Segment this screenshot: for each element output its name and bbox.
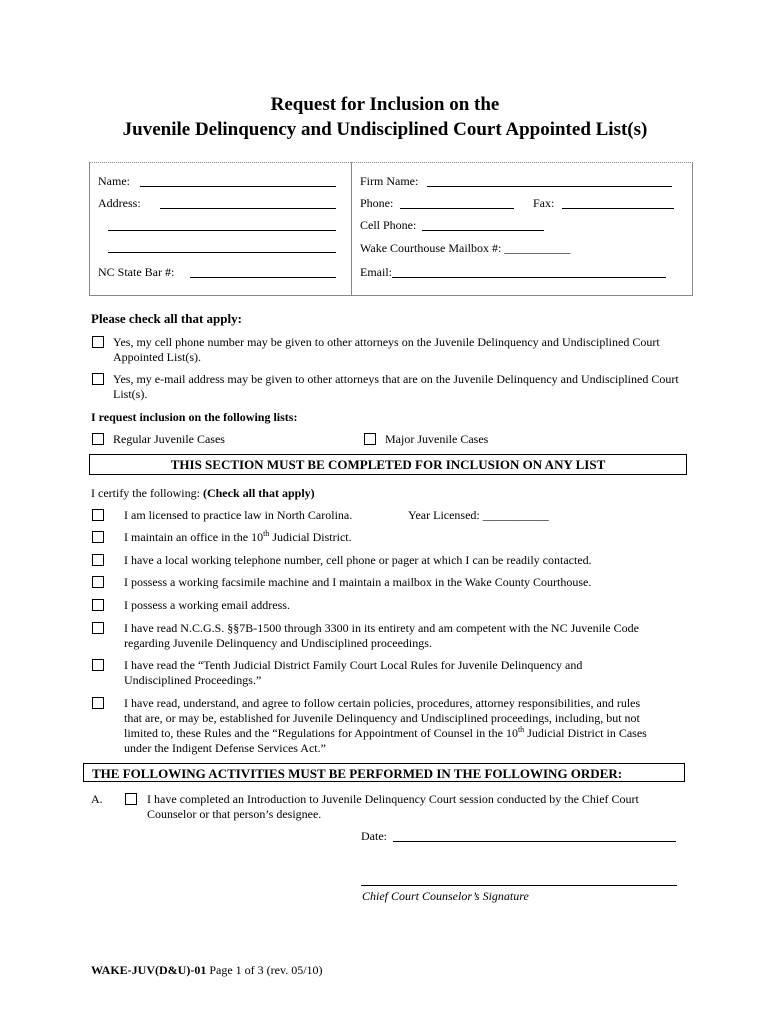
cert8-line3 — [124, 726, 647, 741]
signature-label: Chief Court Counselor’s Signature — [362, 889, 529, 903]
nc-state-bar-field[interactable] — [190, 277, 336, 278]
regular-cases-checkbox[interactable] — [92, 433, 104, 445]
email-consent-line2: List(s). — [113, 387, 148, 401]
section1-header: THIS SECTION MUST BE COMPLETED FOR INCLUSION ON ANY LIST — [89, 454, 687, 475]
form-title-line1: Request for Inclusion on the — [270, 94, 500, 115]
certify-bold: (Check all that apply) — [202, 486, 315, 500]
form-title-line2: Juvenile Delinquency and Undisciplined Court Appointed List(s) — [122, 119, 648, 140]
cert8-line3-a: limited to, these Rules and the “Regulations for Appointment of Counsel in the 10 — [124, 726, 518, 740]
cert7-checkbox[interactable] — [92, 659, 104, 671]
phone-field[interactable] — [400, 208, 514, 209]
email-consent-line1: Yes, my e-mail address may be given to other attorneys that are on the Juvenile Delinquency and Undisciplined Court — [113, 372, 679, 386]
footer-form-id: WAKE-JUV(D&U)-01 — [91, 963, 207, 977]
date-field[interactable] — [393, 841, 676, 842]
fax-field[interactable] — [562, 208, 674, 209]
signature-line[interactable] — [361, 885, 677, 886]
contact-info-divider — [351, 162, 352, 295]
cert5-text: I possess a working email address. — [124, 598, 290, 612]
name-label: Name: — [98, 174, 130, 188]
date-label: Date: — [361, 829, 387, 843]
cert6-line1: I have read N.C.G.S. §§7B-1500 through 3300 in its entirety and am competent with the NC Juvenile Code — [124, 621, 639, 635]
address-field-2[interactable] — [108, 230, 336, 231]
activity-a-checkbox[interactable] — [125, 793, 137, 805]
certify-text — [91, 486, 315, 501]
cert3-checkbox[interactable] — [92, 554, 104, 566]
activity-a-line1: I have completed an Introduction to Juvenile Delinquency Court session conducted by the Chief Court — [147, 792, 639, 806]
cert8-line3-b: Judicial District in Cases — [524, 726, 647, 740]
activity-a-letter: A. — [91, 792, 103, 806]
phone-label: Phone: — [360, 196, 394, 210]
cert2-text-a: I maintain an office in the 10 — [124, 530, 264, 544]
section2-header: THE FOLLOWING ACTIVITIES MUST BE PERFORMED IN THE FOLLOWING ORDER: — [83, 763, 685, 782]
cert4-text: I possess a working facsimile machine and I maintain a mailbox in the Wake County Courthouse. — [124, 575, 592, 589]
cert2-text-b: Judicial District. — [269, 530, 352, 544]
cert7-line1: I have read the “Tenth Judicial District Family Court Local Rules for Juvenile Delinquency and — [124, 658, 583, 672]
cert7-line2: Undisciplined Proceedings.” — [124, 673, 262, 687]
cert8-sup: th — [517, 725, 525, 734]
cert2-checkbox[interactable] — [92, 531, 104, 543]
email-label: Email: — [360, 265, 392, 279]
cell-phone-label: Cell Phone: — [360, 218, 417, 232]
check-heading: Please check all that apply: — [91, 311, 242, 326]
address-field-3[interactable] — [108, 252, 336, 253]
email-consent-checkbox[interactable] — [92, 373, 104, 385]
major-cases-label: Major Juvenile Cases — [385, 432, 489, 446]
email-field[interactable] — [392, 277, 666, 278]
mailbox-label: Wake Courthouse Mailbox #: ___________ — [360, 241, 571, 255]
cert6-line2: regarding Juvenile Delinquency and Undisciplined proceedings. — [124, 636, 432, 650]
nc-state-bar-label: NC State Bar #: — [98, 265, 175, 279]
major-cases-checkbox[interactable] — [364, 433, 376, 445]
certify-prefix: I certify the following: — [91, 486, 203, 500]
activity-a-line2: Counselor or that person’s designee. — [147, 807, 322, 821]
year-licensed-label: Year Licensed: ___________ — [408, 508, 549, 522]
cert1-checkbox[interactable] — [92, 509, 104, 521]
cell-consent-line2: Appointed List(s). — [113, 350, 201, 364]
footer-page-info: Page 1 of 3 (rev. 05/10) — [206, 963, 323, 977]
cert4-checkbox[interactable] — [92, 576, 104, 588]
address-label: Address: — [98, 196, 141, 210]
cert6-checkbox[interactable] — [92, 622, 104, 634]
cert1-text: I am licensed to practice law in North Carolina. — [124, 508, 353, 522]
regular-cases-label: Regular Juvenile Cases — [113, 432, 225, 446]
cert5-checkbox[interactable] — [92, 599, 104, 611]
cert8-checkbox[interactable] — [92, 697, 104, 709]
address-field-1[interactable] — [160, 208, 336, 209]
cert8-line2: that are, or may be, established for Juvenile Delinquency and Undisciplined proceedings, including, but not — [124, 711, 640, 725]
footer — [91, 963, 323, 978]
cell-consent-line1: Yes, my cell phone number may be given to other attorneys on the Juvenile Delinquency and Undisciplined Court — [113, 335, 660, 349]
firm-name-label: Firm Name: — [360, 174, 419, 188]
name-field[interactable] — [140, 186, 336, 187]
cell-phone-field[interactable] — [422, 230, 544, 231]
fax-label: Fax: — [533, 196, 555, 210]
firm-name-field[interactable] — [427, 186, 672, 187]
cert2-sup: th — [263, 529, 270, 538]
cert8-line4: under the Indigent Defense Services Act.” — [124, 741, 326, 755]
lists-heading: I request inclusion on the following lists: — [91, 410, 298, 424]
cert8-line1: I have read, understand, and agree to follow certain policies, procedures, attorney responsibilities, and rules — [124, 696, 641, 710]
cert2-text — [124, 530, 352, 545]
cell-consent-checkbox[interactable] — [92, 336, 104, 348]
cert3-text: I have a local working telephone number, cell phone or pager at which I can be readily contacted. — [124, 553, 592, 567]
